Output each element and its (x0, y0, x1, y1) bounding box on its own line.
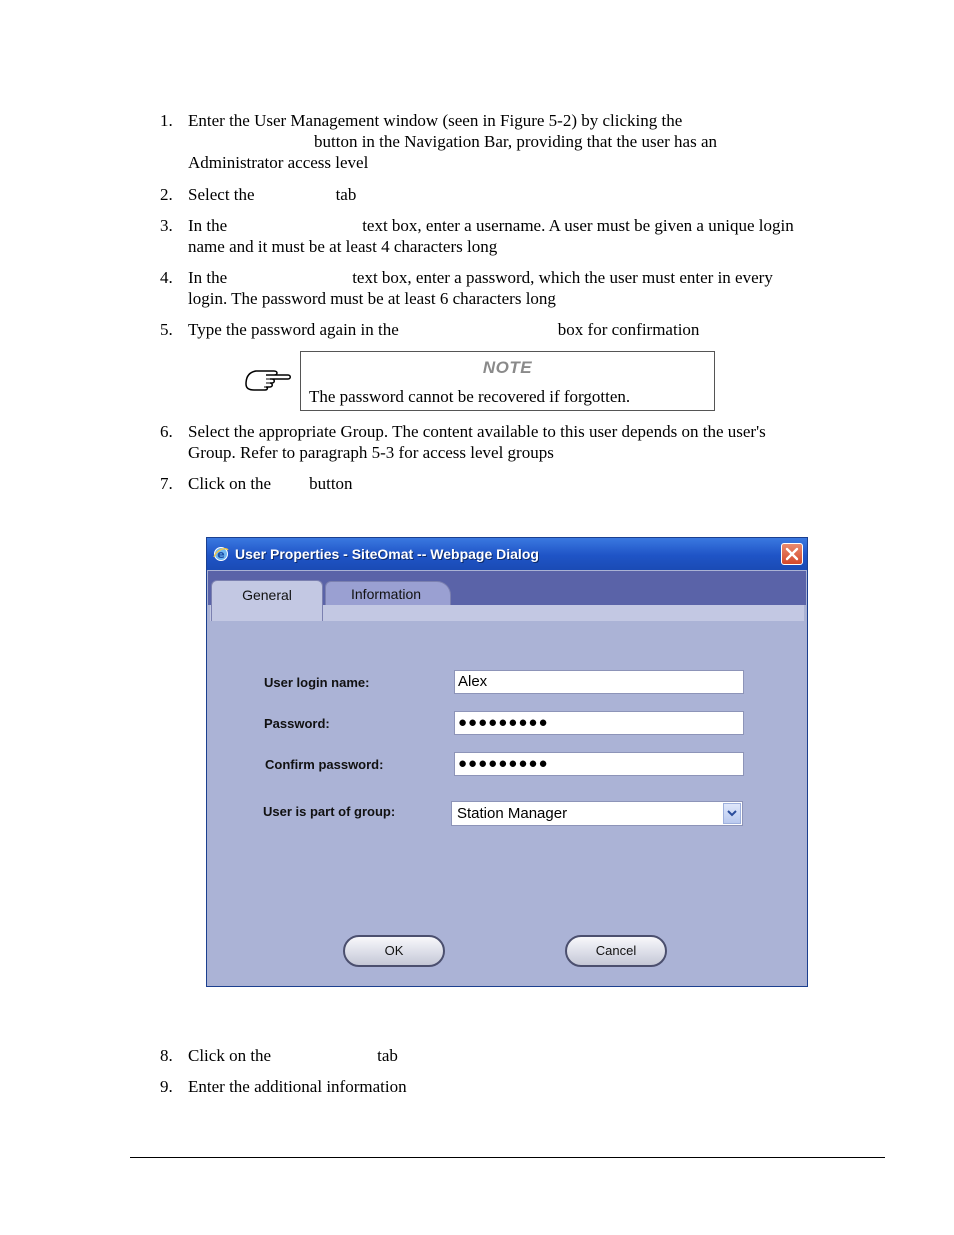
password-input[interactable]: ●●●●●●●●● (454, 711, 744, 735)
confirm-password-input[interactable]: ●●●●●●●●● (454, 752, 744, 776)
note-text: The password cannot be recovered if forgotten. (309, 387, 631, 406)
step-text: text box, enter a password, which the user must enter in every (352, 268, 773, 287)
tab-information[interactable]: Information (325, 581, 451, 605)
chevron-down-icon (724, 804, 740, 823)
step-text: Type the password again in the (188, 320, 399, 339)
step-text: box for confirmation (557, 320, 700, 339)
step-text: Click on the (188, 474, 272, 493)
dialog-titlebar[interactable] (207, 538, 807, 570)
step-text: Enter the User Management window (seen in Figure 5-2) by clicking the (188, 111, 683, 130)
ok-button[interactable]: OK (343, 935, 445, 967)
step-text: login. The password must be at least 6 characters long (188, 289, 556, 308)
dialog-title: User Properties - SiteOmat -- Webpage Dialog (235, 546, 539, 562)
step-text: text box, enter a username. A user must be given a unique login (362, 216, 794, 235)
note-box (300, 351, 715, 411)
close-button[interactable] (781, 543, 803, 565)
step-number: 9. (160, 1077, 173, 1096)
step-number: 1. (160, 111, 173, 130)
step-text: Group. Refer to paragraph 5-3 for access level groups (188, 443, 554, 462)
step-text: Click on the (188, 1046, 272, 1065)
confirm-password-label: Confirm password: (265, 757, 384, 772)
password-label: Password: (264, 716, 330, 731)
group-select-value: Station Manager (457, 805, 568, 822)
login-name-input[interactable]: Alex (454, 670, 744, 694)
step-text: Select the appropriate Group. The content available to this user depends on the user's (188, 422, 766, 441)
group-label: User is part of group: (263, 804, 396, 819)
step-text: tab (377, 1046, 398, 1065)
step-text: name and it must be at least 4 characters long (188, 237, 498, 256)
step-text: Enter the additional information (188, 1077, 407, 1096)
step-text: In the (188, 268, 228, 287)
svg-text:e: e (217, 548, 225, 561)
step-text: Select the (188, 185, 255, 204)
note-title: NOTE (482, 358, 533, 377)
user-properties-dialog (206, 537, 808, 987)
tab-general[interactable]: General (211, 580, 323, 622)
step-number: 2. (160, 185, 173, 204)
step-text: button in the Navigation Bar, providing that the user has an (314, 132, 717, 151)
login-name-label: User login name: (264, 675, 370, 690)
dropdown-button[interactable] (723, 803, 741, 824)
close-icon (782, 544, 802, 564)
step-text: Administrator access level (188, 153, 369, 172)
footer-rule (130, 1157, 885, 1158)
cancel-button[interactable]: Cancel (565, 935, 667, 967)
step-text: In the (188, 216, 228, 235)
group-select[interactable] (451, 801, 743, 826)
step-number: 4. (160, 268, 173, 287)
pointing-hand-icon (244, 362, 292, 392)
step-text: button (309, 474, 353, 493)
step-text: tab (335, 185, 357, 204)
internet-explorer-icon (213, 546, 229, 562)
step-number: 6. (160, 422, 173, 441)
step-number: 5. (160, 320, 173, 339)
step-number: 3. (160, 216, 173, 235)
step-number: 7. (160, 474, 173, 493)
step-number: 8. (160, 1046, 173, 1065)
